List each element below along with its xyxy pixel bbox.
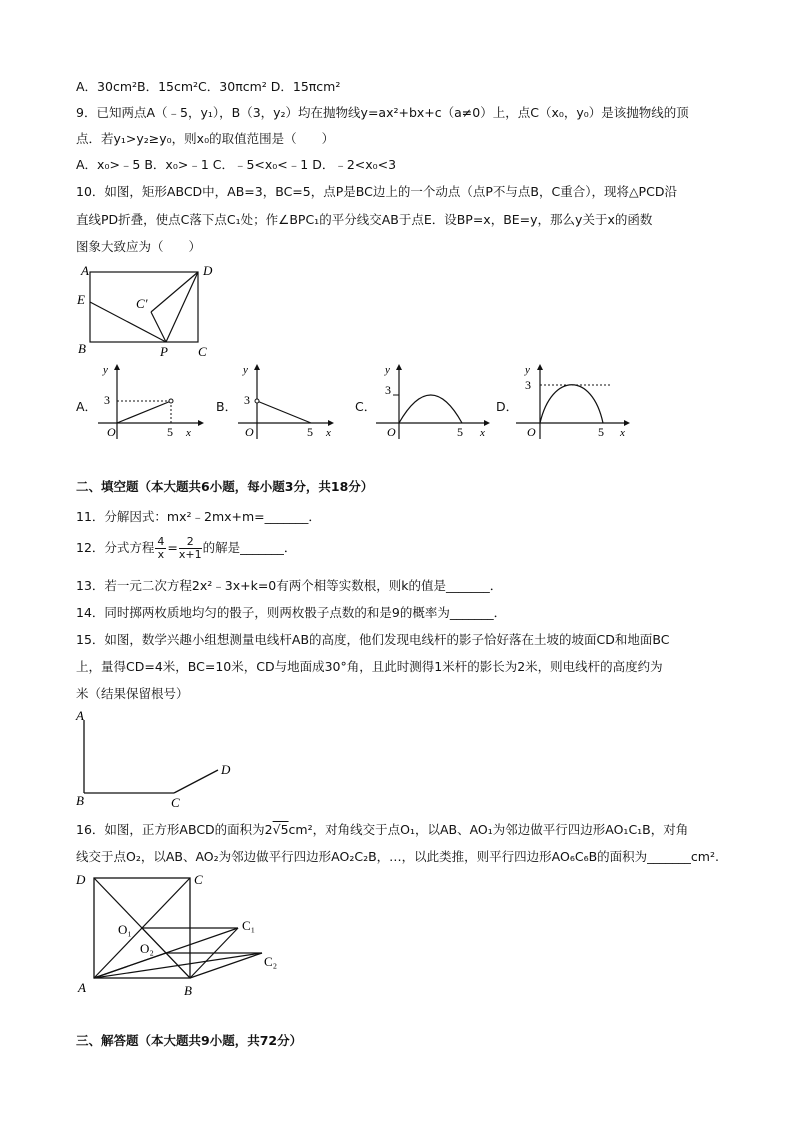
label-e: E [77, 292, 85, 307]
slope-cd [174, 770, 218, 793]
label-c1: C' [136, 296, 148, 311]
label-c: C [198, 344, 207, 359]
svg-text:C₁: C₁ [242, 918, 256, 933]
sqrt-five: √5 [272, 822, 289, 837]
svg-text:x: x [186, 427, 191, 439]
q10-graph-c [372, 364, 497, 442]
svg-text:x: x [480, 427, 485, 439]
q14: 14．同时掷两枚质地均匀的骰子，则两枚骰子点数的和是9的概率为_______． [76, 605, 507, 620]
graph-c-curve [399, 395, 462, 423]
q10-line3: 图象大致应为（ ） [76, 239, 202, 254]
svg-text:5: 5 [598, 425, 604, 439]
svg-text:3: 3 [525, 378, 531, 392]
fraction-2-over-x-plus-1: $\frac{2}{x+1}$ [178, 535, 202, 561]
q15-line3: 米（结果保留根号） [76, 686, 189, 701]
svg-text:C: C [171, 795, 180, 810]
q9-line1: 9．已知两点A（﹣5，y₁），B（3，y₂）均在抛物线y=ax²+bx+c（a≠0）上，点C（x₀，y₀）是该抛物线的顶 [76, 105, 689, 120]
svg-text:A: A [76, 708, 84, 723]
section3-title: 三、解答题（本大题共9小题，共72分） [76, 1033, 303, 1048]
q10-option-a-label: A． [76, 399, 98, 414]
q12: 12．分式方程 $\frac{4}{x}$ = $\frac{2}{x+1}$ 的解是_______． [76, 535, 297, 561]
q10-graph-a [94, 364, 204, 442]
svg-text:3: 3 [244, 393, 250, 407]
svg-text:C₂: C₂ [264, 954, 278, 969]
graph-d-curve [540, 385, 603, 423]
svg-text:O₁: O₁ [118, 922, 132, 937]
svg-text:B: B [76, 793, 84, 808]
q11: 11．分解因式：mx²﹣2mx+m=_______． [76, 509, 321, 524]
segment-ep [90, 302, 166, 342]
fraction-4-over-x: $\frac{4}{x}$ [157, 535, 165, 561]
svg-text:3: 3 [104, 393, 110, 407]
q16-line1: 16．如图，正方形ABCD的面积为2√5cm²，对角线交于点O₁，以AB、AO₁为邻边做平行四边形AO₁C₁B，对角 [76, 822, 689, 837]
q15-line1: 15．如图，数学兴趣小组想测量电线杆AB的高度，他们发现电线杆的影子恰好落在土坡的坡面CD和地面BC [76, 632, 670, 647]
svg-text:D: D [221, 762, 231, 777]
svg-text:B: B [184, 983, 192, 998]
q15-line2: 上，量得CD=4米，BC=10米，CD与地面成30°角，且此时测得1米杆的影长为2米，则电线杆的高度约为 [76, 659, 663, 674]
q10-option-d-label: D． [496, 399, 519, 414]
svg-text:O: O [527, 425, 536, 439]
svg-text:y: y [243, 364, 248, 376]
q9-line2: 点．若y₁>y₂≥y₀，则x₀的取值范围是（ ） [76, 131, 335, 146]
q16-line2: 线交于点O₂，以AB、AO₂为邻边做平行四边形AO₂C₂B，…，以此类推，则平行四边形AO₆C₆B的面积为_______cm². [76, 849, 719, 864]
svg-text:x: x [326, 427, 331, 439]
q10-graph-b [234, 364, 344, 442]
svg-text:O: O [107, 425, 116, 439]
label-d: D [203, 263, 213, 278]
q10-rectangle-figure [74, 262, 224, 362]
svg-text:5: 5 [167, 425, 173, 439]
q13: 13．若一元二次方程2x²﹣3x+k=0有两个相等实数根，则k的值是_______． [76, 578, 503, 593]
segment-dc1 [151, 272, 198, 312]
q8-options: A．30cm²B．15cm²C．30πcm² D．15πcm² [76, 79, 341, 94]
q15-pole-figure [74, 708, 244, 810]
label-a: A [81, 263, 89, 278]
q10-option-c-label: C． [355, 399, 377, 414]
graph-b-line [257, 401, 311, 423]
q10-line1: 10．如图，矩形ABCD中，AB=3，BC=5，点P是BC边上的一个动点（点P不与点B，C重合），现将△PCD沿 [76, 184, 677, 199]
svg-text:3: 3 [385, 383, 391, 397]
section2-title: 二、填空题（本大题共6小题，每小题3分，共18分） [76, 479, 374, 494]
q16-square-figure [74, 868, 294, 1000]
svg-text:y: y [103, 364, 108, 376]
q10-line2: 直线PD折叠，使点C落下点C₁处；作∠BPC₁的平分线交AB于点E．设BP=x，BE=y，那么y关于x的函数 [76, 212, 653, 227]
label-b: B [78, 341, 86, 356]
svg-text:5: 5 [307, 425, 313, 439]
svg-text:D: D [76, 872, 86, 887]
q9-options: A．x₀>﹣5 B．x₀>﹣1 C．﹣5<x₀<﹣1 D．﹣2<x₀<3 [76, 157, 397, 172]
svg-text:O: O [387, 425, 396, 439]
svg-text:O₂: O₂ [140, 941, 154, 956]
q10-graph-d [512, 364, 637, 442]
svg-text:A: A [78, 980, 86, 995]
svg-text:y: y [385, 364, 390, 376]
svg-text:y: y [525, 364, 530, 376]
svg-text:5: 5 [457, 425, 463, 439]
svg-text:O: O [245, 425, 254, 439]
svg-text:C: C [194, 872, 203, 887]
q10-option-b-label: B． [216, 399, 238, 414]
label-p: P [160, 344, 168, 359]
graph-a-line [117, 401, 171, 423]
svg-text:x: x [620, 427, 625, 439]
segment-dp [166, 272, 198, 342]
